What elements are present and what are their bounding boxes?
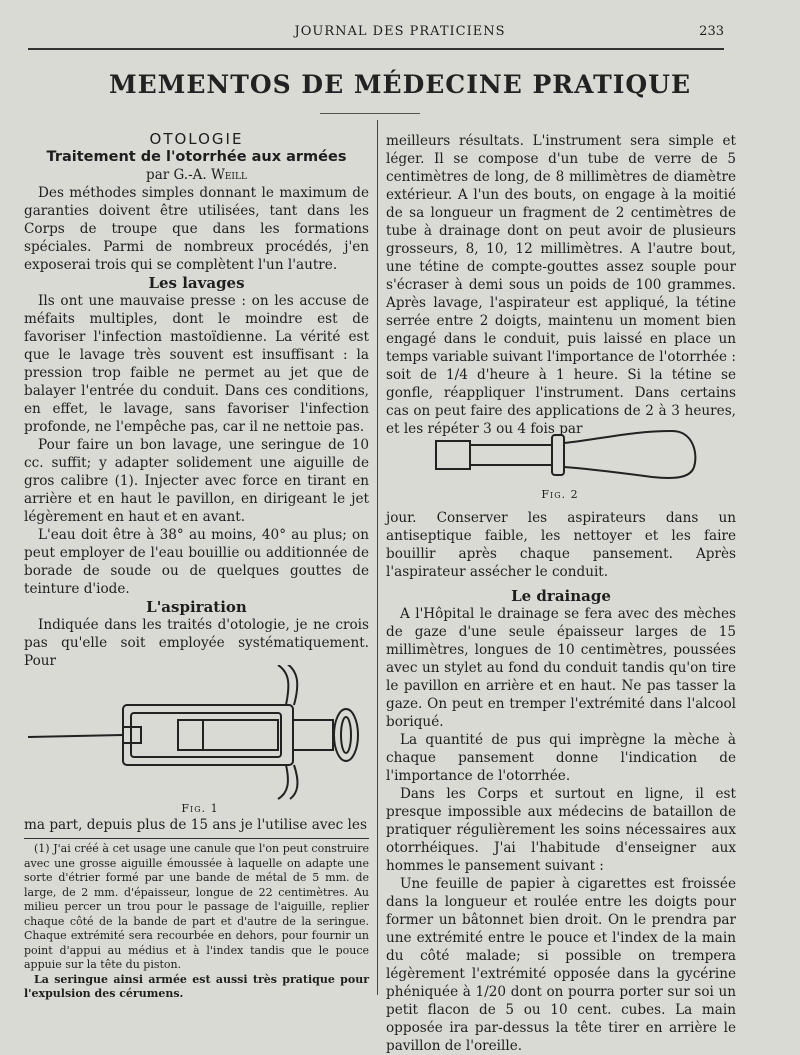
- footnote-1: (1) J'ai créé à cet usage une canule que l'on peut construire avec une grosse aiguille émoussée à laquelle on adapte une sorte d'étrier formé par une bande de métal de 5 mm. de large, de 2 mm. d'épaisseur, longue de 22 centimètres. Au milieu percer un trou pour le passage de l'aiguille, replier chaque côté de la bande de part et d'autre de la seringue. Chaque extrémité sera recourbée en dehors, pour fournir un point d'appui au médius et à l'index tandis que le pouce appuie sur la tête du piston.: [24, 842, 369, 971]
- running-head: JOURNAL DES PRATICIENS: [294, 24, 506, 39]
- byline: [24, 166, 369, 184]
- banner-rule: [320, 113, 420, 114]
- author-name: G.-A. Weill: [173, 167, 247, 183]
- header-rule: [28, 48, 724, 50]
- subhead-drainage: Le drainage: [511, 587, 611, 605]
- drainage-paragraph-3: Dans les Corps et surtout en ligne, il est presque impossible aux médecins de bataillon de pratiquer régulièrement les soins nécessaires aux otorrhéiques. J'ai l'habitude d'enseigner aux hommes le pansement suivant :: [386, 786, 736, 874]
- right-paragraph-2: jour. Conserver les aspirateurs dans un antiseptique faible, les nettoyer et les faire bouillir après chaque pansement. Après l'aspirateur assécher le conduit.: [386, 510, 736, 580]
- section-title: OTOLOGIE: [149, 130, 244, 148]
- lavages-paragraph-3: L'eau doit être à 38° au moins, 40° au plus; on peut employer de l'eau bouillie ou additionnée de borade de soude ou de quelques gouttes de teinture d'iode.: [24, 527, 369, 597]
- right-column: [386, 132, 736, 438]
- right-column-continued: [386, 509, 736, 1055]
- drain-tube: [436, 441, 470, 469]
- aspirator-figure: [432, 425, 702, 485]
- aspiration-paragraph-1: Indiquée dans les traités d'otologie, je ne crois pas qu'elle soit employée systématiquement. Pour: [24, 617, 369, 669]
- lavages-paragraph-1: Ils ont une mauvaise presse : on les accuse de méfaits multiples, dont le moindre est de favoriser l'infection mastoïdienne. La vérité est que le lavage très souvent est insuffisant : la pression trop faible ne permet au jet que de balayer l'entrée du conduit. Dans ces conditions, en effet, le lavage, sans favoriser l'infection profonde, ne l'empêche pas, car il ne nettoie pas.: [24, 293, 369, 435]
- article-title: Traitement de l'otorrhée aux armées: [46, 149, 347, 165]
- column-divider: [377, 120, 378, 995]
- figure-2-caption: Fig. 2: [541, 488, 579, 501]
- left-column-continued: [24, 816, 369, 834]
- banner-title: MEMENTOS DE MÉDECINE PRATIQUE: [108, 70, 692, 99]
- drainage-paragraph-4: Une feuille de papier à cigarettes est froissée dans la longueur et roulée entre les doigts pour former un bâtonnet bien droit. On le prendra par une extrémité entre le pouce et l'index de la main du côté malade; si possible on trempera légèrement l'extrémité opposée dans la gycérine phéniquée à 1/20 dont on pourra porter sur soi un petit flacon de 5 ou 10 cent. cubes. La main opposée ira par-dessus la tête tirer en arrière le pavillon de l'oreille.: [386, 876, 736, 1054]
- intro-paragraph: Des méthodes simples donnant le maximum de garanties doivent être utilisées, tant dans les Corps de troupe que dans les formations spéciales. Parmi de nombreux procédés, j'en exposerai trois qui se complètent l'un l'autre.: [24, 185, 369, 273]
- footnote-2: La seringue ainsi armée est aussi très pratique pour l'expulsion des cérumens.: [24, 972, 369, 1000]
- byline-prefix: par: [146, 167, 170, 183]
- left-column: [24, 130, 369, 670]
- drainage-paragraph-1: A l'Hôpital le drainage se fera avec des mèches de gaze d'une seule épaisseur larges de 15 millimètres, longues de 10 centimètres, poussées avec un stylet au fond du conduit tandis qu'on tire le pavillon en arrière et en haut. Ne pas tasser la gaze. On peut en tremper l'extrémité dans l'alcool boriqué.: [386, 606, 736, 730]
- page-header: [0, 24, 800, 44]
- page-number: 233: [699, 24, 724, 39]
- lavages-paragraph-2: Pour faire un bon lavage, une seringue de 10 cc. suffit; y adapter solidement une aiguille de gros calibre (1). Injecter avec force en tirant en arrière et en haut le pavillon, en dirigeant le jet légèrement en haut et en avant.: [24, 437, 369, 525]
- footnotes: [24, 842, 369, 1002]
- drainage-paragraph-2: La quantité de pus qui imprègne la mèche à chaque pansement donne l'indication de l'importance de l'otorrhée.: [386, 732, 736, 784]
- syringe-figure: [28, 665, 368, 800]
- subhead-lavages: Les lavages: [148, 274, 245, 292]
- subhead-aspiration: L'aspiration: [146, 598, 247, 616]
- figure-1-caption: Fig. 1: [181, 802, 219, 815]
- footnote-rule: [24, 838, 369, 839]
- needle-line: [28, 735, 123, 737]
- aspiration-continued: ma part, depuis plus de 15 ans je l'utilise avec les: [24, 817, 367, 833]
- right-paragraph-1: meilleurs résultats. L'instrument sera simple et léger. Il se compose d'un tube de verre de 5 centimètres de long, de 8 millimètres de diamètre extérieur. A l'un des bouts, on engage à la moitié de sa longueur un fragment de 2 centimètres de tube à drainage dont on peut avoir de plusieurs grosseurs, 8, 10, 12 millimètres. A l'autre bout, une tétine de compte-gouttes assez souple pour s'écraser à demi sous un poids de 100 grammes. Après lavage, l'aspirateur est appliqué, la tétine serrée entre 2 doigts, maintenu un moment bien engagé dans le conduit, puis laissé en place un temps variable suivant l'importance de l'otorrhée : soit de 1/4 d'heure à 1 heure. Si la tétine se gonfle, réappliquer l'instrument. Dans certains cas on peut faire des applications de 2 à 3 heures, et les répéter 3 ou 4 fois par: [386, 133, 736, 437]
